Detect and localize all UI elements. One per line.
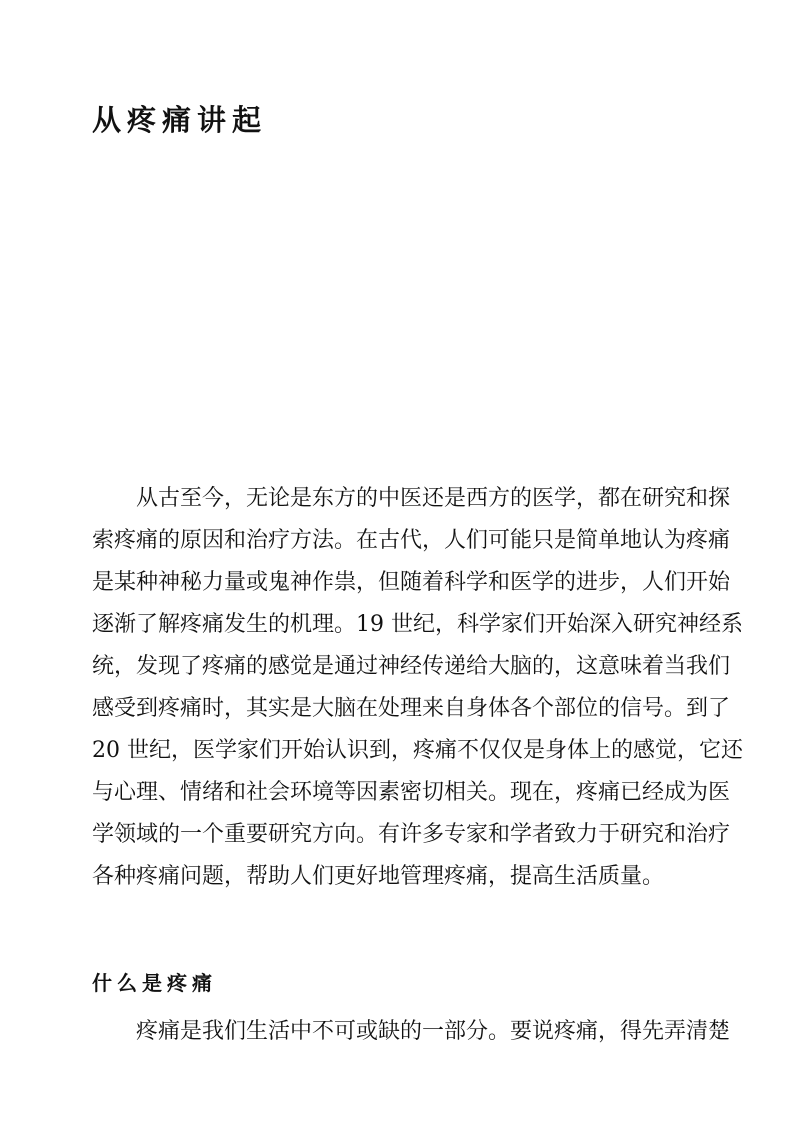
paragraph-line: 逐渐了解疼痛发生的机理。19 世纪，科学家们开始深入研究神经系 [92, 612, 743, 637]
paragraph-line: 学领域的一个重要研究方向。有许多专家和学者致力于研究和治疗 [92, 822, 731, 847]
paragraph-line: 各种疼痛问题，帮助人们更好地管理疼痛，提高生活质量。 [92, 864, 665, 889]
paragraph-line: 疼痛是我们生活中不可或缺的一部分。要说疼痛，得先弄清楚 [136, 1019, 731, 1044]
paragraph-line: 索疼痛的原因和治疗方法。在古代，人们可能只是简单地认为疼痛 [92, 528, 731, 553]
paragraph-line: 从古至今，无论是东方的中医还是西方的医学，都在研究和探 [136, 486, 731, 511]
section-heading: 什么是疼痛 [92, 971, 217, 995]
chapter-title: 从疼痛讲起 [92, 103, 268, 137]
paragraph-line: 与心理、情绪和社会环境等因素密切相关。现在，疼痛已经成为医 [92, 780, 731, 805]
paragraph-line: 是某种神秘力量或鬼神作祟，但随着科学和医学的进步，人们开始 [92, 570, 731, 595]
section-paragraph [92, 1011, 731, 1053]
paragraph-line: 20 世纪，医学家们开始认识到，疼痛不仅仅是身体上的感觉，它还 [92, 738, 743, 763]
paragraph-line: 感受到疼痛时，其实是大脑在处理来自身体各个部位的信号。到了 [92, 696, 731, 721]
intro-paragraph [92, 478, 743, 898]
paragraph-line: 统，发现了疼痛的感觉是通过神经传递给大脑的，这意味着当我们 [92, 654, 731, 679]
